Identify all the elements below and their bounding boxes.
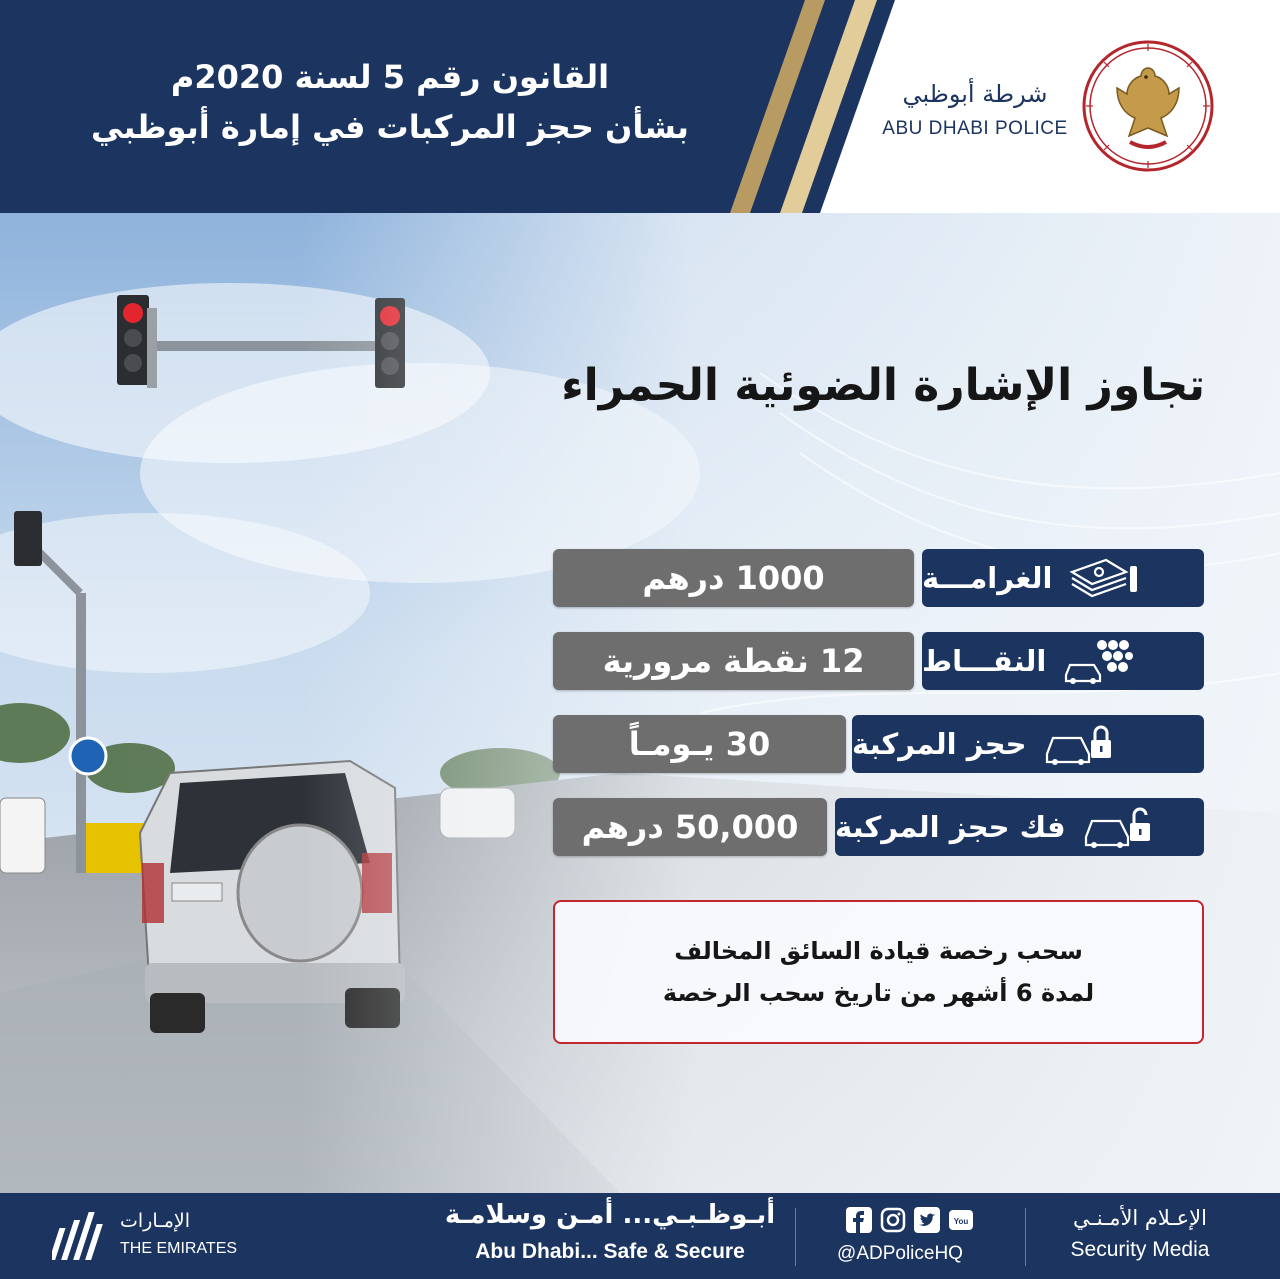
security-media-en: Security Media [1070, 1238, 1210, 1261]
release-label-pill [835, 798, 1204, 856]
police-name-ar: شرطة أبوظبي [902, 80, 1048, 108]
impound-label-pill [852, 715, 1204, 773]
facebook-icon[interactable] [845, 1206, 873, 1234]
points-label-pill [922, 632, 1204, 690]
social-handle[interactable]: @ADPoliceHQ [837, 1243, 963, 1264]
points-label: النقـــاط [922, 644, 1047, 678]
car-lock-icon [1041, 720, 1115, 768]
release-value: 50,000 درهم [553, 798, 827, 856]
header-title-line2: بشأن حجز المركبات في إمارة أبوظبي [91, 108, 689, 146]
note-line2: لمدة 6 أشهر من تاريخ سحب الرخصة [662, 979, 1095, 1007]
twitter-icon[interactable] [913, 1206, 941, 1234]
money-stack-icon [1066, 554, 1140, 602]
slogan-ar: أبـوظـبـي... أمـن وسلامـة [444, 1200, 776, 1230]
security-media-ar: الإعـلام الأمـنـي [1073, 1206, 1207, 1230]
violation-headline: تجاوز الإشارة الضوئية الحمراء [561, 360, 1205, 411]
impound-label: حجز المركبة [852, 727, 1027, 761]
svg-text:You: You [953, 1217, 969, 1226]
fine-label-pill [922, 549, 1204, 607]
footer-divider [795, 1208, 796, 1266]
emirates-logo-icon [52, 1208, 116, 1264]
instagram-icon[interactable] [879, 1206, 907, 1234]
note-line1: سحب رخصة قيادة السائق المخالف [674, 937, 1083, 965]
car-points-icon [1060, 637, 1134, 685]
fine-label: الغرامـــة [922, 561, 1053, 595]
emirates-name-ar: الإمـارات [120, 1210, 190, 1232]
social-icons [835, 1206, 985, 1238]
impound-value: 30 يـومـاً [553, 715, 846, 773]
slogan-en: Abu Dhabi... Safe & Secure [475, 1240, 745, 1263]
police-name-en: ABU DHABI POLICE [882, 118, 1068, 139]
license-suspension-note [553, 900, 1204, 1044]
fine-value: 1000 درهم [553, 549, 914, 607]
points-value: 12 نقطة مرورية [553, 632, 914, 690]
header-title [40, 52, 740, 152]
release-label: فك حجز المركبة [835, 810, 1066, 844]
youtube-icon[interactable] [947, 1206, 975, 1234]
footer-divider [1025, 1208, 1026, 1266]
falcon-emblem-icon [1082, 40, 1214, 172]
header-title-line1: القانون رقم 5 لسنة 2020م [170, 58, 610, 96]
car-unlock-icon [1080, 803, 1154, 851]
emirates-name-en: THE EMIRATES [120, 1240, 238, 1257]
